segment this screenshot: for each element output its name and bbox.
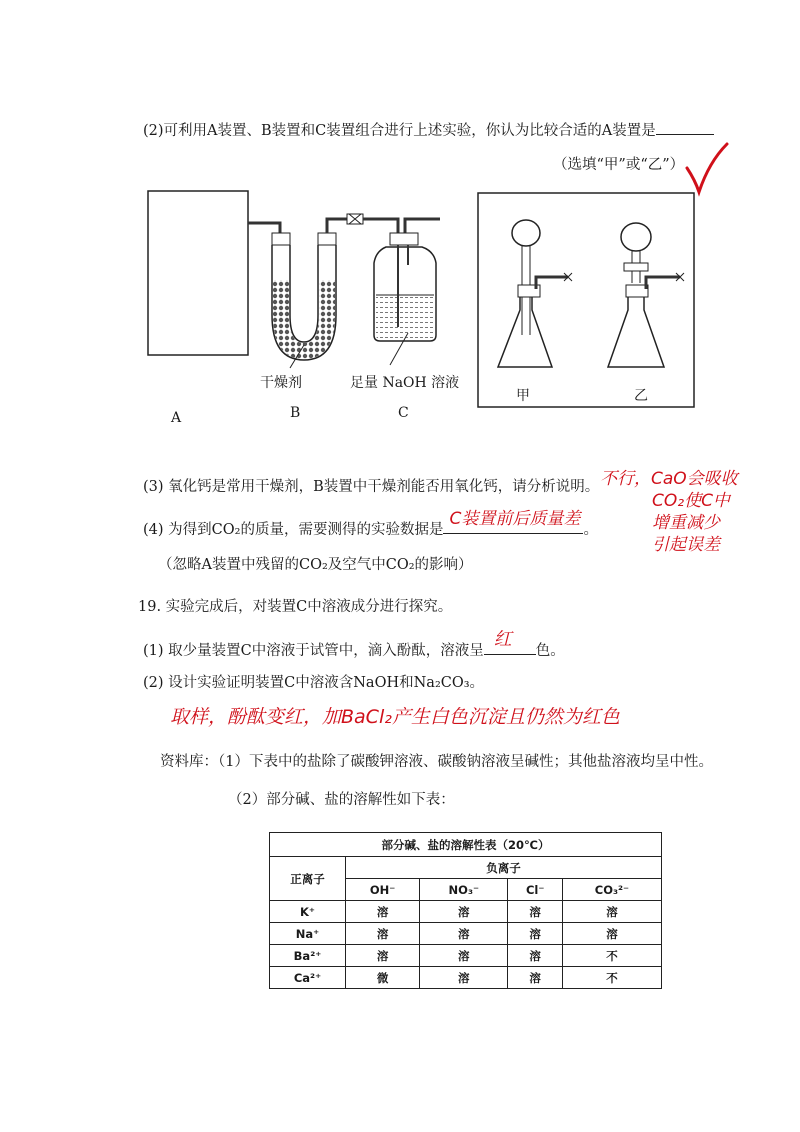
solubility-cell: 溶 <box>508 923 562 945</box>
q19-part2-handwritten-answer: 取样，酚酞变红，加BaCl₂产生白色沉淀且仍然为红色 <box>170 706 620 728</box>
q4-end: 。 <box>583 522 598 538</box>
cation-cell: K⁺ <box>270 901 346 923</box>
solubility-cell: 溶 <box>562 901 661 923</box>
solubility-cell: 溶 <box>420 967 508 989</box>
q4-handwritten-answer: C装置前后质量差 <box>449 509 581 529</box>
solubility-cell: 溶 <box>420 923 508 945</box>
q3-handwritten-answer <box>600 468 738 556</box>
solubility-cell: 溶 <box>346 901 420 923</box>
table-row <box>270 967 662 989</box>
label-c: C <box>398 405 409 421</box>
anion-header: 负离子 <box>346 857 662 879</box>
q3-question: (3) 氧化钙是常用干燥剂，B装置中干燥剂能否用氧化钙，请分析说明。 <box>143 479 600 495</box>
solubility-table <box>269 832 662 989</box>
table-row <box>270 901 662 923</box>
q19-part2: (2) 设计实验证明装置C中溶液含NaOH和Na₂CO₃。 <box>143 675 485 691</box>
solubility-cell: 溶 <box>508 967 562 989</box>
q2-question <box>143 118 714 141</box>
solubility-cell: 溶 <box>346 923 420 945</box>
q19-part1 <box>143 629 565 661</box>
bottle-c <box>374 233 436 341</box>
solubility-cell: 溶 <box>420 901 508 923</box>
tube-a-b <box>248 223 280 233</box>
anion-col-header: Cl⁻ <box>508 879 562 901</box>
q3-answer-line: 不行，CaO会吸收 <box>600 469 738 489</box>
u-tube-b <box>272 219 355 360</box>
label-a: A <box>171 410 182 426</box>
q3-answer-line: 引起误差 <box>652 535 720 555</box>
label-yi: 乙 <box>634 388 648 404</box>
solubility-cell: 不 <box>562 967 661 989</box>
solubility-cell: 溶 <box>508 945 562 967</box>
q4-note: （忽略A装置中残留的CO₂及空气中CO₂的影响） <box>158 557 473 573</box>
q19-title: 19. 实验完成后，对装置C中溶液成分进行探究。 <box>138 599 453 615</box>
q19-part1-blank <box>484 629 536 655</box>
solubility-cell: 溶 <box>346 945 420 967</box>
q2-text: (2)可利用A装置、B装置和C装置组合进行上述实验，你认为比较合适的A装置是 <box>143 123 656 139</box>
desiccant-label: 干燥剂 <box>260 375 302 391</box>
table-row <box>270 945 662 967</box>
label-jia: 甲 <box>516 388 530 404</box>
q4-text: (4) 为得到CO₂的质量，需要测得的实验数据是 <box>143 522 444 538</box>
q19-part1-handwritten-answer: 红 <box>493 629 512 650</box>
anion-col-header: OH⁻ <box>346 879 420 901</box>
q3-answer-line: 增重减少 <box>652 513 720 533</box>
anion-col-header: CO₃²⁻ <box>562 879 661 901</box>
q2-hint: （选填“甲”或“乙”） <box>553 157 685 173</box>
box-a <box>148 191 248 355</box>
flask-yi <box>608 223 684 367</box>
label-b: B <box>290 405 301 421</box>
flask-jia <box>498 220 572 367</box>
cation-cell: Ba²⁺ <box>270 945 346 967</box>
solubility-cell: 微 <box>346 967 420 989</box>
cation-header: 正离子 <box>270 857 346 901</box>
q4-question <box>143 509 598 540</box>
naoh-label: 足量 NaOH 溶液 <box>350 375 460 391</box>
cation-cell: Ca²⁺ <box>270 967 346 989</box>
resource-line-2: （2）部分碱、盐的溶解性如下表： <box>228 792 455 808</box>
tube-clip <box>347 214 363 224</box>
solubility-cell: 不 <box>562 945 661 967</box>
solubility-cell: 溶 <box>562 923 661 945</box>
solubility-cell: 溶 <box>420 945 508 967</box>
solubility-cell: 溶 <box>508 901 562 923</box>
q3-answer-line: CO₂使C中 <box>652 491 730 511</box>
q19-part1-after: 色。 <box>535 643 565 659</box>
anion-col-header: NO₃⁻ <box>420 879 508 901</box>
flask-options-box <box>478 193 694 407</box>
q19-part1-before: (1) 取少量装置C中溶液于试管中，滴入酚酞，溶液呈 <box>143 643 484 659</box>
resource-line-1: 资料库：（1）下表中的盐除了碳酸钾溶液、碳酸钠溶液呈碱性；其他盐溶液均呈中性。 <box>160 754 713 770</box>
cation-cell: Na⁺ <box>270 923 346 945</box>
q4-answer-blank <box>443 509 583 534</box>
table-caption: 部分碱、盐的溶解性表（20℃） <box>270 833 662 857</box>
q2-answer-blank <box>656 118 714 135</box>
table-row <box>270 923 662 945</box>
